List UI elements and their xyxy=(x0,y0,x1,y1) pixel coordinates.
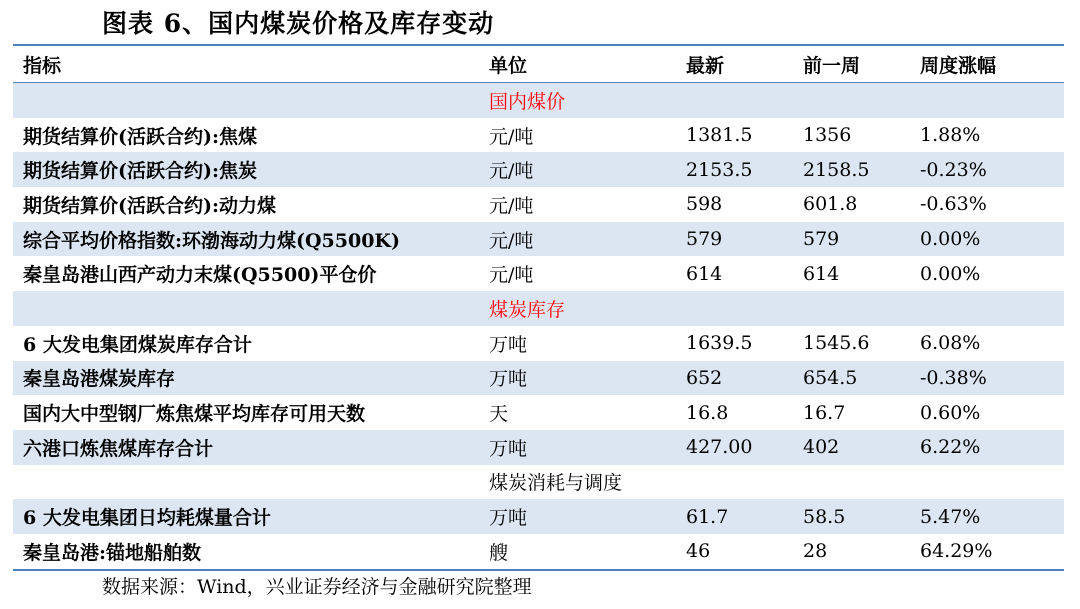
indicator-cell: 期货结算价(活跃合约):焦炭 xyxy=(13,152,479,187)
prev-cell: 601.8 xyxy=(803,193,858,216)
unit-cell: 万吨 xyxy=(479,430,676,465)
header-change: 周度涨幅 xyxy=(920,54,997,77)
change-cell: 6.22% xyxy=(910,430,1064,465)
indicator-cell: 6 大发电集团煤炭库存合计 xyxy=(23,333,252,356)
header-latest: 最新 xyxy=(686,54,725,77)
section-row xyxy=(13,465,1064,500)
unit-cell: 元/吨 xyxy=(479,152,676,187)
table-row xyxy=(13,499,1064,534)
latest-cell: 598 xyxy=(686,193,723,216)
table-row xyxy=(13,361,1064,396)
table-row xyxy=(13,326,1064,361)
change-cell: 5.47% xyxy=(910,499,1064,534)
indicator-cell: 秦皇岛港山西产动力末煤(Q5500)平仓价 xyxy=(23,264,377,287)
indicator-cell: 6 大发电集团日均耗煤量合计 xyxy=(13,499,479,534)
change-cell: 0.00% xyxy=(920,262,981,285)
section-title: 煤炭消耗与调度 xyxy=(489,472,623,495)
prev-cell: 402 xyxy=(793,430,910,465)
latest-cell: 579 xyxy=(676,222,793,257)
unit-cell: 艘 xyxy=(489,541,509,564)
figure-title: 图表 6、国内煤炭价格及库存变动 xyxy=(102,9,495,38)
unit-cell: 元/吨 xyxy=(489,264,534,287)
unit-cell: 万吨 xyxy=(479,361,676,396)
change-cell: -0.63% xyxy=(920,193,987,216)
indicator-cell: 六港口炼焦煤库存合计 xyxy=(13,430,479,465)
header-prev: 前一周 xyxy=(803,54,861,77)
latest-cell: 1639.5 xyxy=(686,332,753,355)
prev-cell: 614 xyxy=(803,262,840,285)
table-row xyxy=(13,187,1064,222)
indicator-cell: 秦皇岛港:锚地船舶数 xyxy=(23,541,202,564)
coal-table xyxy=(13,44,1064,571)
change-cell: 6.08% xyxy=(920,332,981,355)
header-unit: 单位 xyxy=(489,54,528,77)
change-cell: -0.23% xyxy=(910,152,1064,187)
prev-cell: 16.7 xyxy=(803,401,846,424)
latest-cell: 16.8 xyxy=(686,401,729,424)
table-row xyxy=(13,256,1064,291)
indicator-cell: 期货结算价(活跃合约):动力煤 xyxy=(23,194,276,217)
section-title: 煤炭库存 xyxy=(479,291,676,326)
latest-cell: 2153.5 xyxy=(676,152,793,187)
latest-cell: 46 xyxy=(686,540,711,563)
latest-cell: 652 xyxy=(676,361,793,396)
prev-cell: 58.5 xyxy=(793,499,910,534)
table-row xyxy=(13,152,1064,187)
prev-cell: 28 xyxy=(803,540,828,563)
unit-cell: 万吨 xyxy=(489,333,528,356)
header-indicator: 指标 xyxy=(23,54,62,77)
section-row xyxy=(13,291,1064,326)
table-row xyxy=(13,222,1064,257)
change-cell: 64.29% xyxy=(920,540,993,563)
prev-cell: 1545.6 xyxy=(803,332,870,355)
latest-cell: 427.00 xyxy=(676,430,793,465)
latest-cell: 61.7 xyxy=(676,499,793,534)
prev-cell: 2158.5 xyxy=(793,152,910,187)
change-cell: -0.38% xyxy=(910,361,1064,396)
table-header xyxy=(13,45,1064,83)
latest-cell: 614 xyxy=(686,262,723,285)
table-row xyxy=(13,118,1064,153)
unit-cell: 元/吨 xyxy=(489,194,534,217)
unit-cell: 元/吨 xyxy=(479,222,676,257)
table-row xyxy=(13,395,1064,430)
prev-cell: 1356 xyxy=(803,124,852,147)
change-cell: 0.00% xyxy=(910,222,1064,257)
section-row xyxy=(13,83,1064,118)
table-row xyxy=(13,430,1064,465)
indicator-cell: 国内大中型钢厂炼焦煤平均库存可用天数 xyxy=(23,403,366,426)
unit-cell: 天 xyxy=(489,403,509,426)
prev-cell: 654.5 xyxy=(793,361,910,396)
source-note: 数据来源：Wind，兴业证券经济与金融研究院整理 xyxy=(102,576,532,598)
unit-cell: 元/吨 xyxy=(489,125,534,148)
table-row xyxy=(13,534,1064,570)
change-cell: 0.60% xyxy=(920,401,981,424)
latest-cell: 1381.5 xyxy=(686,124,753,147)
indicator-cell: 综合平均价格指数:环渤海动力煤(Q5500K) xyxy=(13,222,479,257)
section-title: 国内煤价 xyxy=(479,83,676,118)
change-cell: 1.88% xyxy=(920,124,981,147)
indicator-cell: 秦皇岛港煤炭库存 xyxy=(13,361,479,396)
indicator-cell: 期货结算价(活跃合约):焦煤 xyxy=(23,125,257,148)
prev-cell: 579 xyxy=(793,222,910,257)
unit-cell: 万吨 xyxy=(479,499,676,534)
